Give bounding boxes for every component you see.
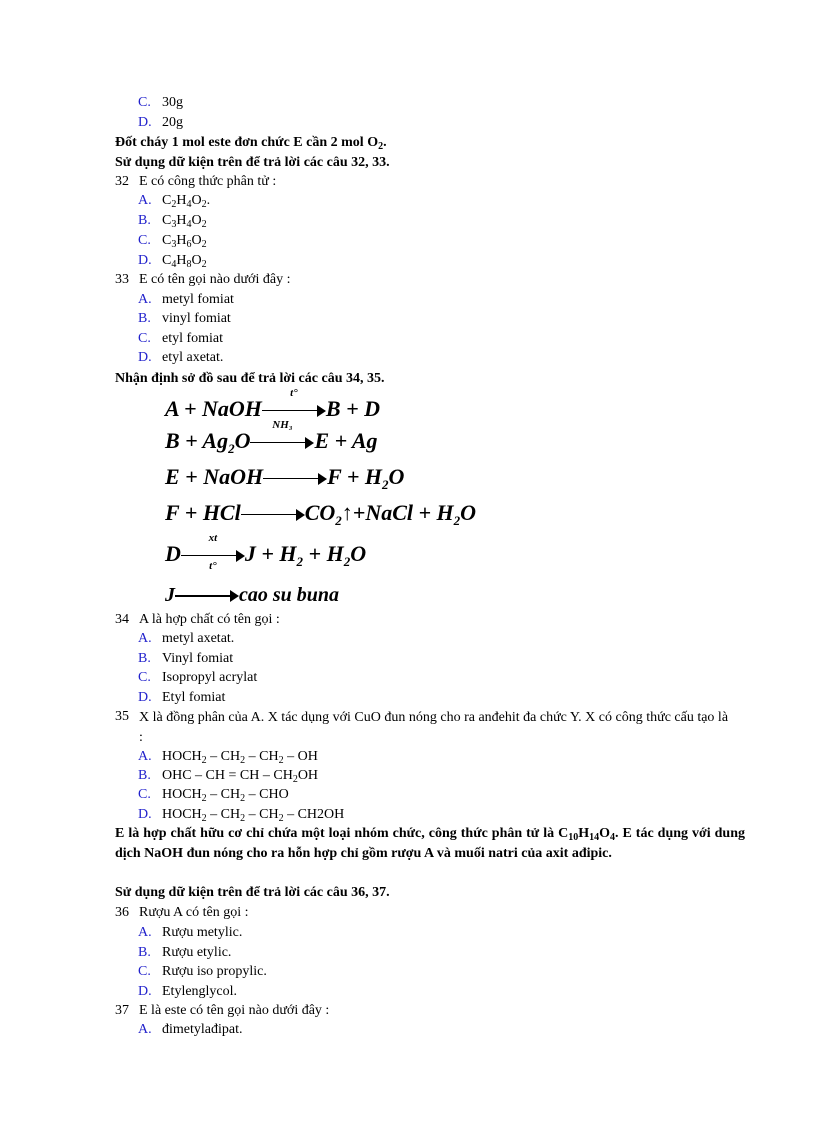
option-c-30g: C. 30g <box>138 95 183 110</box>
arrow-icon <box>175 586 239 606</box>
q32-option-b: B. $C_3H_4O_2$ <box>138 213 207 230</box>
q36-option-c: C. Rượu iso propylic. <box>138 964 267 979</box>
question-36: 36 Rượu A có tên gọi : <box>115 905 249 920</box>
equation-4: F + HCl $CO_2↑+NaCl + H_2O$ <box>165 500 477 528</box>
q33-option-d: D. etyl axetat. <box>138 350 224 365</box>
q36-option-b: B. Rượu etylic. <box>138 945 232 960</box>
q32-option-c: C. $C_3H_6O_2$ <box>138 233 207 250</box>
intro-scheme: Nhận định sở đồ sau để trả lời các câu 34, 35. <box>115 371 385 386</box>
q36-option-d: D. Etylenglycol. <box>138 984 238 999</box>
q35-option-b: B. OHC – CH = CH – $CH_2OH$ <box>138 768 319 785</box>
q34-option-a: A. metyl axetat. <box>138 631 235 646</box>
equation-3: E + NaOH $F + H_2O$ <box>165 464 405 492</box>
q32-option-a: A. $C_2H_4O_2$. <box>138 193 211 210</box>
arrow-icon <box>241 505 305 525</box>
intro-combustion: Đốt cháy 1 mol este đơn chức E cần 2 mol $O_2$. <box>115 135 387 152</box>
question-33: 33 E có tên gọi nào dưới đây : <box>115 272 291 287</box>
q35-option-d: D. $HOCH_2 - CH_2 - CH_2 - CH2OH$ <box>138 807 345 824</box>
question-32: 32 E có công thức phân tử : <box>115 174 277 189</box>
q33-option-b: B. vinyl fomiat <box>138 311 231 326</box>
question-34: 34 A là hợp chất có tên gọi : <box>115 612 280 627</box>
arrow-icon: t° <box>262 401 326 421</box>
q33-option-a: A. metyl fomiat <box>138 292 234 307</box>
option-d-20g: D. 20g <box>138 115 183 130</box>
intro-use-data-32-33: Sử dụng dữ kiện trên để trả lời các câu 32, 33. <box>115 155 390 170</box>
q37-option-a: A. đimetylađipat. <box>138 1022 243 1037</box>
arrow-icon <box>263 469 327 489</box>
q36-option-a: A. Rượu metylic. <box>138 925 243 940</box>
equation-6: J cao su buna <box>165 584 340 606</box>
q34-option-d: D. Etyl fomiat <box>138 690 226 705</box>
intro-compound-e: E là hợp chất hữu cơ chỉ chứa một loại nhóm chức, công thức phân tử là $C_{10}H_{14}O_4$. E tác dụng với dung dịch NaOH đun nóng cho ra hỗn hợp chỉ gồm rượu A và muối natri của axit ađipic. <box>115 826 745 861</box>
q35-option-c: C. $HOCH_2 - CH_2$ – CHO <box>138 787 289 804</box>
q34-option-b: B. Vinyl fomiat <box>138 651 234 666</box>
equation-1: A + NaOH t° B + D <box>165 386 380 421</box>
q33-option-c: C. etyl fomiat <box>138 331 224 346</box>
equation-5: D $\frac{xt}{t^\circ}$ $J + H_2 + H_2O$ <box>165 531 367 572</box>
arrow-icon: $\frac{xt}{t^\circ}$ <box>181 546 245 566</box>
question-35: 35 X là đồng phân của A. X tác dụng với CuO đun nóng cho ra anđehit đa chức Y. X có công thức cấu tạo là : <box>115 709 729 745</box>
up-arrow-icon: ↑ <box>341 500 353 525</box>
q34-option-c: C. Isopropyl acrylat <box>138 670 258 685</box>
q35-option-a: A. $HOCH_2 - CH_2 - CH_2$ – OH <box>138 749 318 766</box>
q32-option-d: D. $C_4H_8O_2$ <box>138 253 207 270</box>
intro-use-data-36-37: Sử dụng dữ kiện trên để trả lời các câu 36, 37. <box>115 885 390 900</box>
equation-2: $B + Ag_2O$ NH₃ E + Ag <box>165 418 378 456</box>
arrow-icon: NH₃ <box>250 433 314 453</box>
question-37: 37 E là este có tên gọi nào dưới đây : <box>115 1003 330 1018</box>
